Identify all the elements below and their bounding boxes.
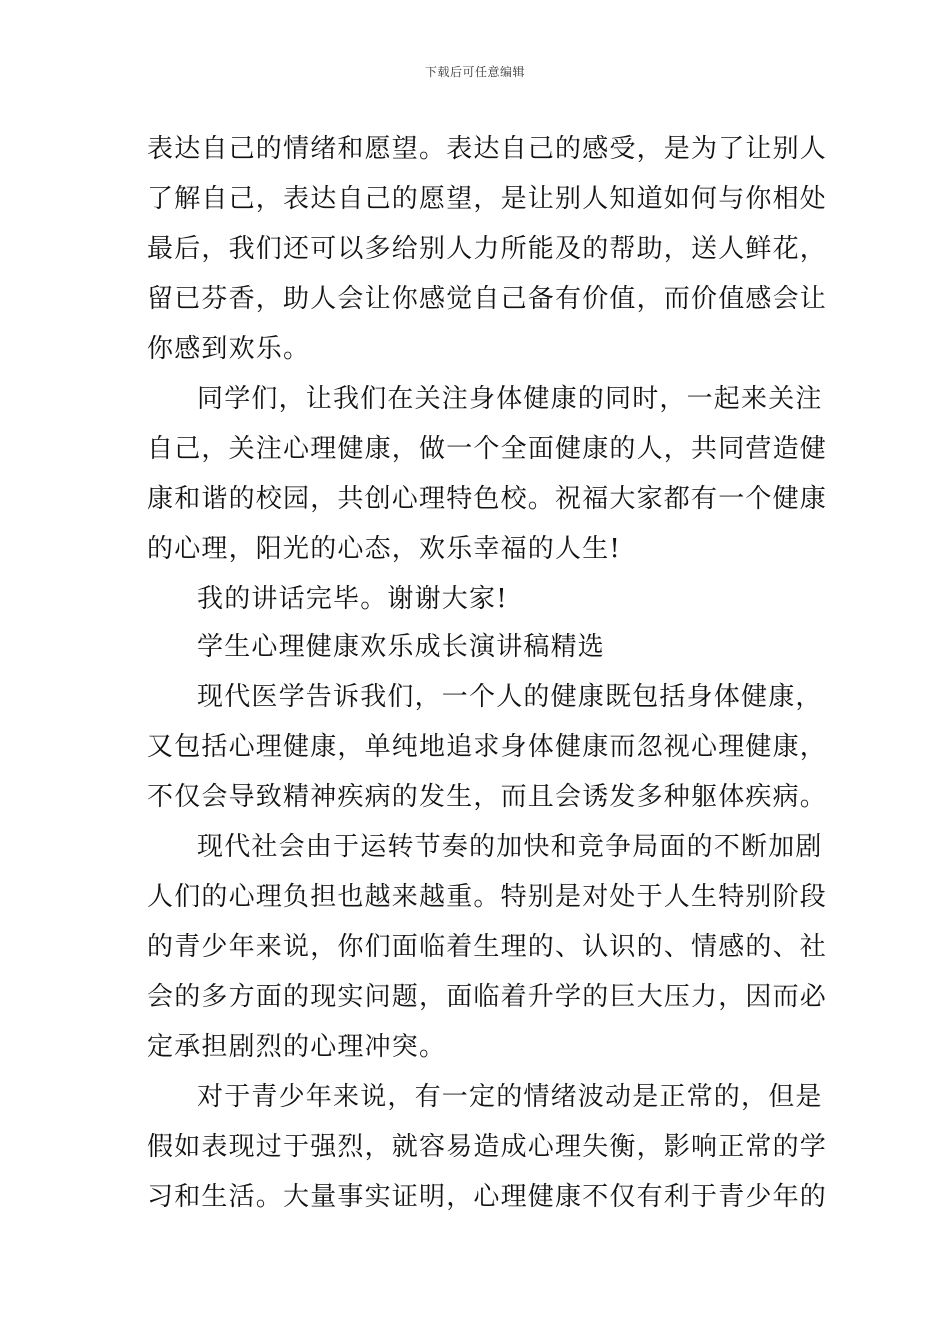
text-line: 假如表现过于强烈，就容易造成心理失衡，影响正常的学	[147, 1132, 828, 1162]
text-line: 人们的心理负担也越来越重。特别是对处于人生特别阶段	[147, 882, 828, 912]
text-line: 了解自己，表达自己的愿望，是让别人知道如何与你相处	[147, 184, 828, 214]
text-line: 又包括心理健康，单纯地追求身体健康而忽视心理健康，	[147, 732, 828, 762]
text-line: 的青少年来说，你们面临着生理的、认识的、情感的、社	[147, 932, 828, 962]
text-line: 自己，关注心理健康，做一个全面健康的人，共同营造健	[147, 434, 828, 464]
page-header: 下载后可任意编辑	[424, 65, 525, 79]
text-line: 不仅会导致精神疾病的发生，而且会诱发多种躯体疾病。	[147, 782, 828, 812]
section-title: 学生心理健康欢乐成长演讲稿精选	[197, 632, 606, 662]
text-line: 会的多方面的现实问题，面临着升学的巨大压力，因而必	[147, 982, 828, 1012]
paragraph-first-line: 现代医学告诉我们，一个人的健康既包括身体健康，	[197, 682, 823, 712]
paragraph-first-line: 现代社会由于运转节奏的加快和竞争局面的不断加剧	[197, 832, 823, 862]
text-line: 你感到欢乐。	[147, 334, 311, 364]
paragraph-first-line: 我的讲话完毕。谢谢大家!	[197, 584, 508, 614]
text-line: 定承担剧烈的心理冲突。	[147, 1032, 447, 1062]
text-line: 习和生活。大量事实证明，心理健康不仅有利于青少年的	[147, 1182, 828, 1212]
paragraph-first-line: 对于青少年来说，有一定的情绪波动是正常的，但是	[197, 1082, 823, 1112]
text-line: 的心理，阳光的心态，欢乐幸福的人生!	[147, 534, 622, 564]
text-line: 最后，我们还可以多给别人力所能及的帮助，送人鲜花，	[147, 234, 828, 264]
text-line: 留已芬香，助人会让你感觉自己备有价值，而价值感会让	[147, 284, 828, 314]
text-line: 表达自己的情绪和愿望。表达自己的感受，是为了让别人	[147, 134, 828, 164]
paragraph-first-line: 同学们，让我们在关注身体健康的同时，一起来关注	[197, 384, 823, 414]
text-line: 康和谐的校园，共创心理特色校。祝福大家都有一个健康	[147, 484, 828, 514]
